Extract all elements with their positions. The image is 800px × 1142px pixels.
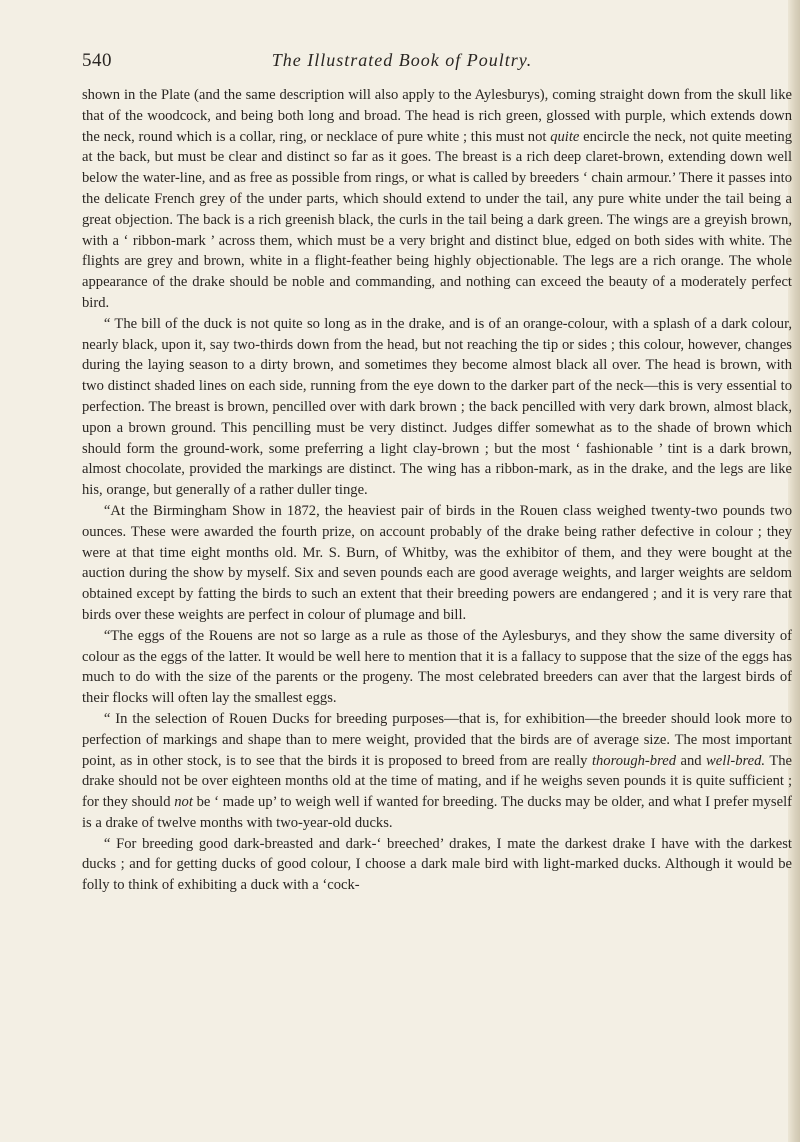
paragraph: “At the Birmingham Show in 1872, the heaviest pair of birds in the Rouen class weighed twenty-two pounds two ounces. These were awarded the fourth prize, on account probably of the drake being rather defective in colour ; they were at that time eight months old. Mr. S. Burn, of Whitby, was the exhibitor of them, and they were bought at the auction during the show by myself. Six and seven pounds each are good average weights, and larger weights are seldom obtained except by fatting the birds to such an extent that their breeding powers are endangered ; and it is very rare that birds over these weights are perfect in colour of plumage and bill. <box>82 502 792 623</box>
body-text <box>82 85 792 896</box>
running-title: The Illustrated Book of Poultry. <box>271 50 533 70</box>
page-header <box>82 50 722 78</box>
paragraph: “ For breeding good dark-breasted and dark-‘ breeched’ drakes, I mate the darkest drake I have with the darkest ducks ; and for getting ducks of good colour, I choose a dark male bird with light-marked ducks. Although it would be folly to think of exhibiting a duck with a ‘cock- <box>82 835 792 894</box>
page-number: 540 <box>82 50 112 71</box>
paragraph: “The eggs of the Rouens are not so large as a rule as those of the Aylesburys, and they show the same diversity of colour as the eggs of the latter. It would be well here to mention that it is a fallacy to suppose that the size of the eggs has much to do with the size of the parents or the progeny. The most celebrated breeders can aver that the largest birds of their flocks will often lay the smallest eggs. <box>82 627 792 707</box>
paragraph: shown in the Plate (and the same description will also apply to the Aylesburys), coming straight down from the skull like that of the woodcock, and being both long and broad. The head is rich green, glossed with purple, which extends down the neck, round which is a collar, ring, or necklace of pure white ; this must not quite encircle the neck, not quite meeting at the back, but must be clear and distinct so far as it goes. The breast is a rich deep claret-brown, extending down well below the water-line, and as free as possible from rings, or what is called by breeders ‘ chain armour.’ There it passes into the delicate French grey of the under parts, which should extend to under the tail, any pure white under the tail being a great objection. The back is a rich greenish black, the curls in the tail being a dark green. The wings are a greyish brown, with a ‘ ribbon-mark ’ across them, which must be a very bright and distinct blue, edged on both sides with white. The flights are grey and brown, white in a flight-feather being highly objectionable. The legs are a rich orange. The whole appearance of the drake should be noble and commanding, and nothing can exceed the beauty of a moderately perfect bird. <box>82 87 792 311</box>
paragraph: “ The bill of the duck is not quite so long as in the drake, and is of an orange-colour, with a splash of a dark colour, nearly black, upon it, say two-thirds down from the head, but not reaching the tip or sides ; this colour, however, changes during the laying season to a dirty brown, and sometimes they become almost black all over. The head is brown, with two distinct shaded lines on each side, running from the eye down to the darker part of the neck—this is very essential to perfection. The breast is brown, pencilled over with dark brown ; the back pencilled with very dark brown, almost black, upon a brown ground. This pencilling must be very distinct. Judges differ somewhat as to the shade of brown which should form the ground-work, some preferring a light clay-brown ; but the most ‘ fashionable ’ tint is a dark brown, almost chocolate, provided the markings are distinct. The wing has a ribbon-mark, as in the drake, and the legs are like his, orange, but generally of a rather duller tinge. <box>82 315 792 499</box>
paragraph: “ In the selection of Rouen Ducks for breeding purposes—that is, for exhibition—the breeder should look more to perfection of markings and shape than to mere weight, provided that the birds are of average size. The most important point, as in other stock, is to see that the birds it is proposed to breed from are really thorough-bred and well-bred. The drake should not be over eighteen months old at the time of mating, and if he weighs seven pounds it is quite sufficient ; for they should not be ‘ made up’ to weigh well if wanted for breeding. The ducks may be older, and what I prefer myself is a drake of twelve months with two-year-old ducks. <box>82 710 793 831</box>
